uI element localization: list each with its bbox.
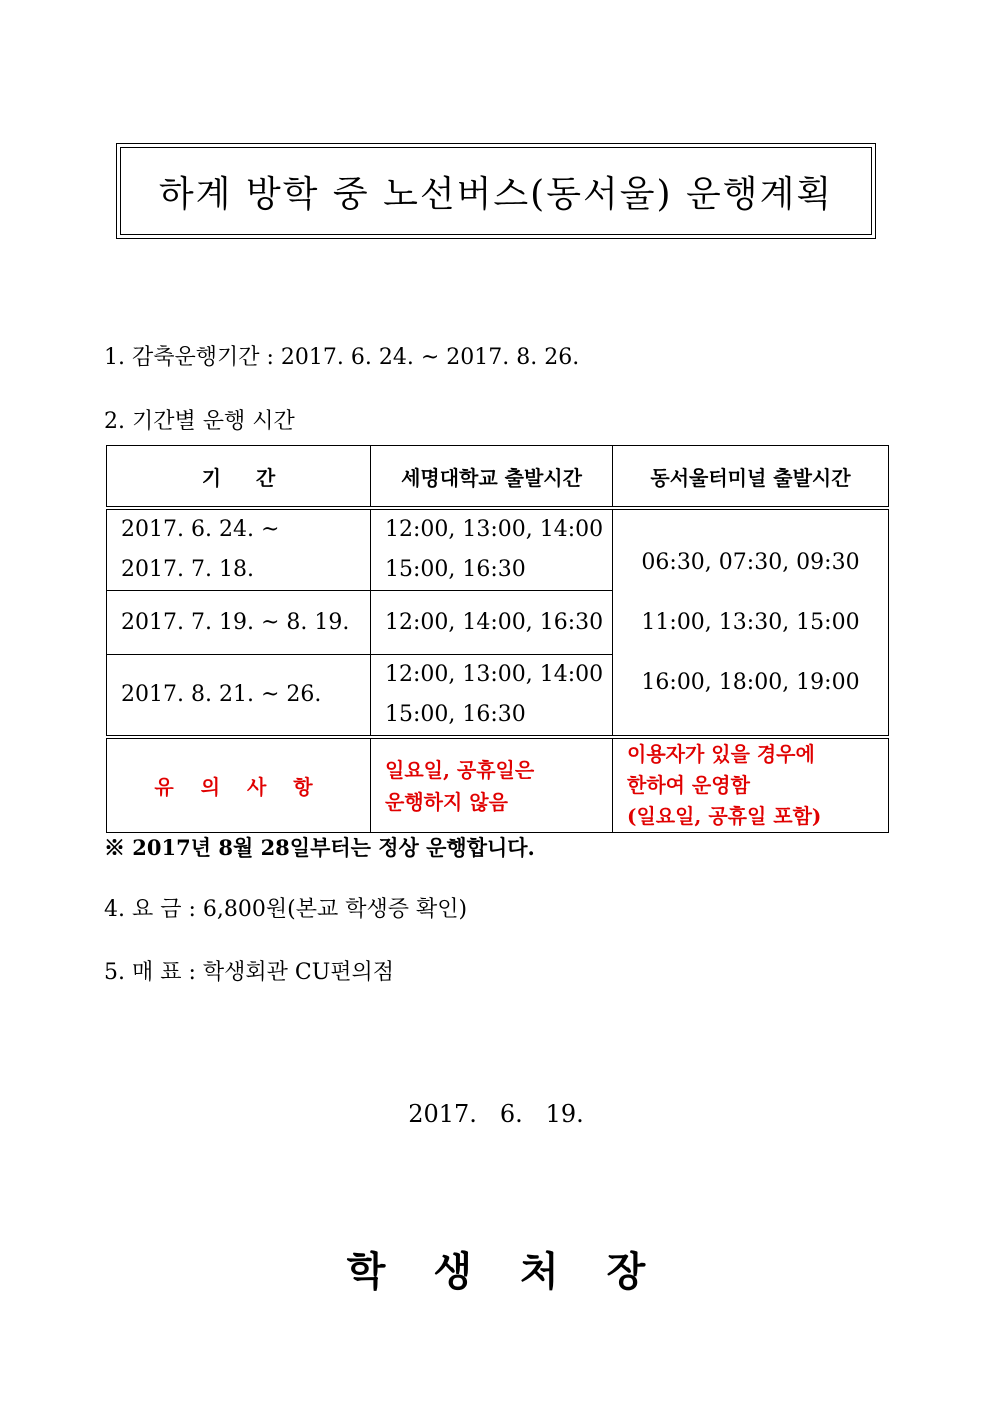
header-dongseoul-departure: 동서울터미널 출발시간: [613, 446, 889, 509]
normal-operation-notice: ※ 2017년 8월 28일부터는 정상 운행합니다.: [104, 835, 535, 860]
note-text: 이용자가 있을 경우에: [627, 742, 815, 766]
schedule-section-heading: 2. 기간별 운행 시간: [104, 409, 295, 434]
bus-schedule-table: [106, 445, 889, 833]
semyung-times-cell: [371, 508, 613, 591]
dongseoul-times-cell: [613, 508, 889, 737]
times-text: 11:00, 13:30, 15:00: [641, 609, 860, 635]
header-period: 기 간: [107, 446, 371, 509]
times-text: 16:00, 18:00, 19:00: [641, 669, 860, 695]
times-text: 15:00, 16:30: [385, 557, 526, 582]
ticket-sales-info: 5. 매 표 : 학생회관 CU편의점: [104, 960, 395, 985]
document-date: 2017. 6. 19.: [408, 1100, 584, 1128]
note-text: 운행하지 않음: [385, 789, 508, 814]
semyung-times-cell: [371, 591, 613, 655]
table-header-row: [107, 446, 889, 509]
times-text: 12:00, 13:00, 14:00: [385, 517, 604, 542]
period-text: 2017. 6. 24. ~: [121, 517, 280, 542]
times-text: 12:00, 13:00, 14:00: [385, 662, 604, 687]
notes-dongseoul: [613, 737, 889, 833]
header-semyung-departure: 세명대학교 출발시간: [371, 446, 613, 509]
notes-label: 유 의 사 항: [107, 737, 371, 833]
title-box: [116, 143, 876, 239]
note-text: (일요일, 공휴일 포함): [627, 804, 822, 828]
times-text: 06:30, 07:30, 09:30: [641, 549, 860, 575]
note-text: 일요일, 공휴일은: [385, 757, 535, 782]
period-cell: [107, 655, 371, 738]
period-cell: [107, 508, 371, 591]
period-cell: [107, 591, 371, 655]
fare-info: 4. 요 금 : 6,800원(본교 학생증 확인): [104, 897, 468, 922]
period-text: 2017. 7. 19. ~ 8. 19.: [121, 609, 350, 635]
issuer-signature: 학생처장: [346, 1248, 694, 1295]
period-text: 2017. 7. 18.: [121, 557, 254, 582]
reduced-operation-period: 1. 감축운행기간 : 2017. 6. 24. ~ 2017. 8. 26.: [104, 345, 580, 370]
note-text: 한하여 운영함: [627, 773, 750, 797]
period-text: 2017. 8. 21. ~ 26.: [121, 682, 322, 707]
table-row: [107, 508, 889, 591]
document-title: 하계 방학 중 노선버스(동서울) 운행계획: [158, 174, 834, 215]
semyung-times-cell: [371, 655, 613, 738]
times-text: 15:00, 16:30: [385, 702, 526, 727]
notes-semyung: [371, 737, 613, 833]
notes-row: [107, 737, 889, 833]
times-text: 12:00, 14:00, 16:30: [385, 609, 604, 635]
